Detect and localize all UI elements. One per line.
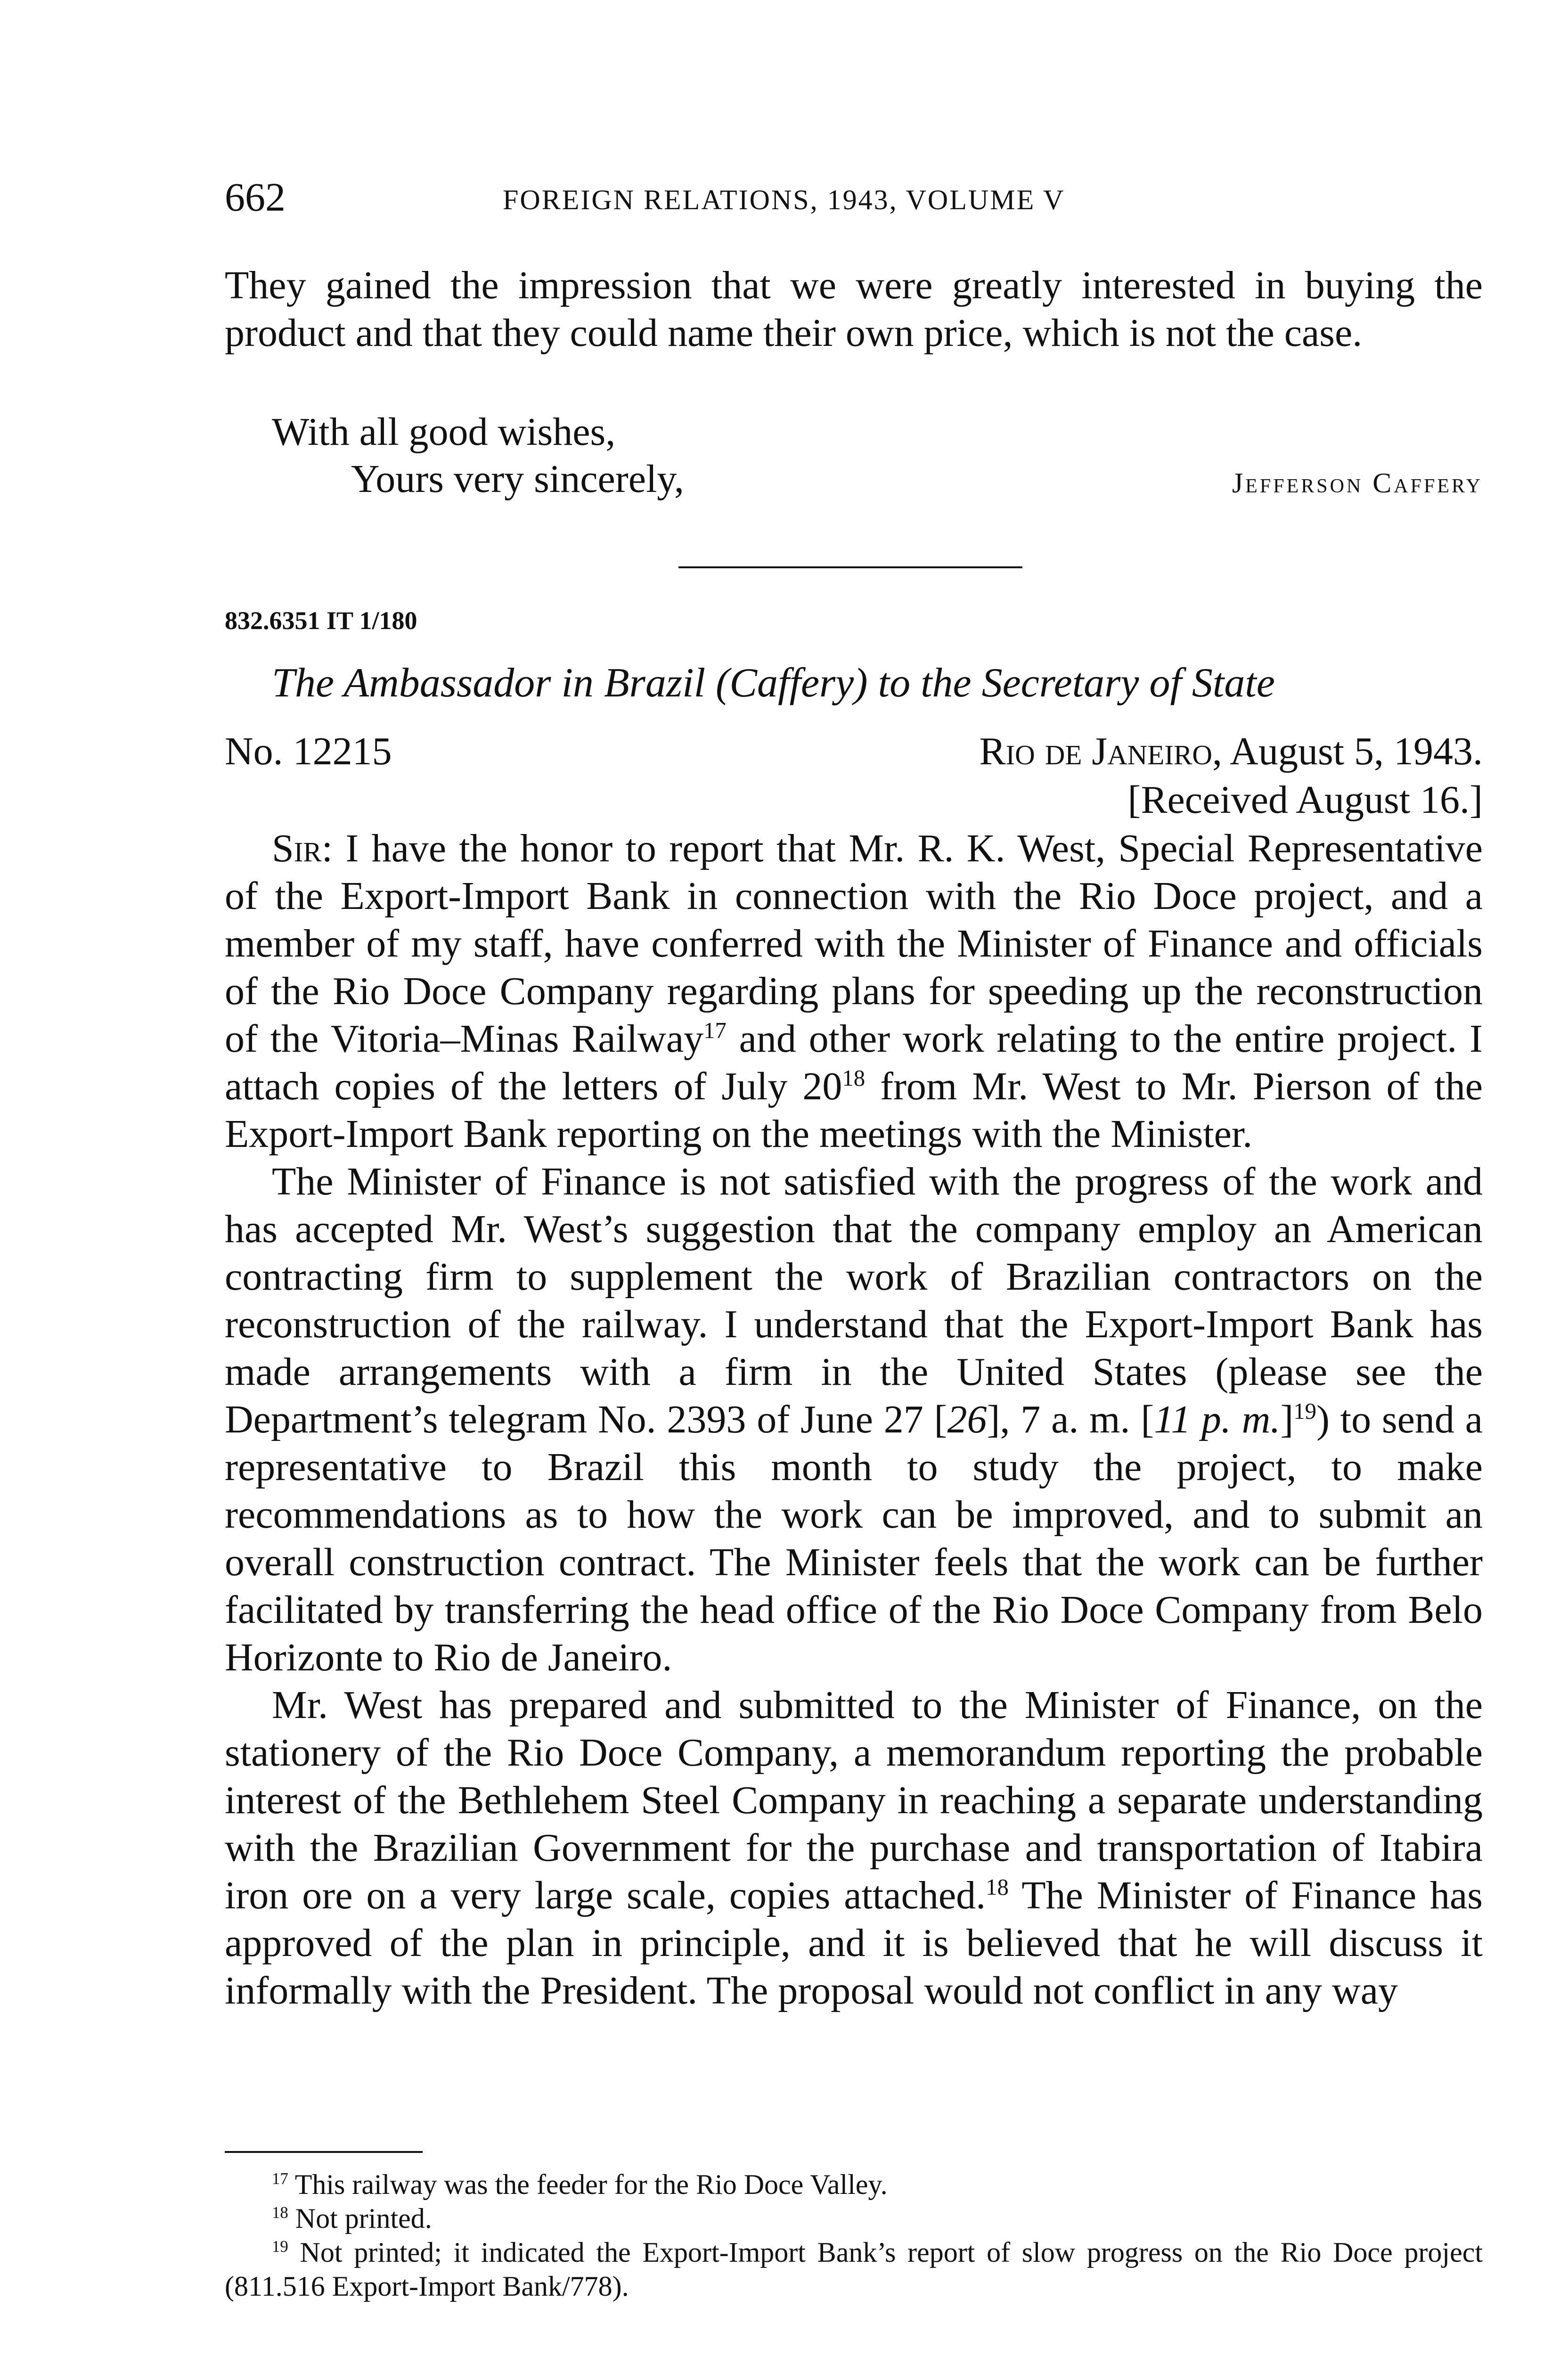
closing-line: With all good wishes, (272, 410, 616, 454)
letter-body (225, 825, 1483, 2014)
received-note: [Received August 16.] (1127, 778, 1483, 822)
body-paragraph-2 (225, 1158, 1483, 1681)
footnote-text: Not printed; it indicated the Export-Import Bank’s report of slow progress on the Rio Doce project (811.516 Export-Import Bank/778). (225, 2237, 1483, 2302)
footnote-18 (225, 2201, 1483, 2235)
footnote-ref: 17 (703, 1018, 727, 1043)
paragraph-text: ], 7 a. m. [ (987, 1398, 1154, 1441)
running-header (225, 173, 1483, 230)
footnote-ref: 19 (1293, 1399, 1317, 1424)
footnotes (225, 2168, 1483, 2303)
paragraph-text: from Mr. West to Mr. Pierson of the Export-Import Bank reporting on the meetings with the Minister. (225, 1064, 1483, 1156)
salutation: Sir (272, 826, 322, 870)
complimentary-close: Yours very sincerely, (351, 457, 684, 501)
previous-letter-continuation (225, 262, 1483, 357)
page-number: 662 (225, 174, 286, 220)
footnote-rule (225, 2151, 423, 2153)
signature: Jefferson Caffery (1232, 467, 1483, 499)
paragraph-text: The Minister of Finance is not satisfied with the progress of the work and has accepted Mr. West’s suggestion that the company employ an American contracting firm to supplement the work of Brazilian contractors on the reconstruction of the railway. I understand that the Export-Import Bank has made arrangements with a firm in the United States (please see the Department’s telegram No. 2393 of June 27 [ (225, 1160, 1483, 1441)
footnote-mark: 18 (272, 2203, 288, 2222)
footnote-ref: 18 (986, 1874, 1009, 1900)
footnote-ref: 18 (842, 1065, 866, 1091)
footnote-mark: 17 (272, 2169, 288, 2188)
dateline-place: Rio de Janeiro (979, 729, 1212, 773)
dateline (979, 728, 1483, 775)
paragraph-text: : I have the honor to report that Mr. R. K. West, Special Representative of the Export-Import Bank in connection with the Rio Doce project, and a member of my staff, have conferred with the Minister of Finance and officials of the Rio Doce Company regarding plans for speeding up the reconstruction of the Vitoria–Minas Railway (225, 826, 1483, 1061)
paragraph-text: and other work relating to the entire project. I attach copies of the letters of July 20 (225, 1017, 1483, 1108)
continuation-paragraph: They gained the impression that we were greatly interested in buying the product and that they could name their own price, which is not the case. (225, 263, 1483, 355)
editorial-time: 11 p. m. (1154, 1398, 1281, 1441)
paragraph-text: ] (1280, 1398, 1294, 1441)
editorial-date: 26 (947, 1398, 987, 1441)
body-paragraph-3 (225, 1681, 1483, 2014)
document-number: No. 12215 (225, 729, 392, 773)
body-paragraph-1 (225, 825, 1483, 1158)
dateline-date: , August 5, 1943. (1212, 729, 1483, 773)
file-reference: 832.6351 IT 1/180 (225, 606, 417, 635)
document-heading: The Ambassador in Brazil (Caffery) to the Secretary of State (272, 660, 1275, 706)
footnote-text: Not printed. (288, 2203, 432, 2234)
footnote-17 (225, 2168, 1483, 2201)
footnote-mark: 19 (272, 2237, 288, 2256)
paragraph-text: The Minister of Finance has approved of the plan in principle, and it is believed that he will discuss it informally with the President. The proposal would not conflict in any way (225, 1873, 1483, 2012)
footnote-19 (225, 2235, 1483, 2303)
footnote-text: This railway was the feeder for the Rio Doce Valley. (288, 2169, 888, 2200)
paragraph-text: ) to send a representative to Brazil this month to study the project, to make recommendations as to how the work can be improved, and to submit an overall construction contract. The Minister feels that the work can be further facilitated by transferring the head office of the Rio Doce Company from Belo Horizonte to Rio de Janeiro. (225, 1398, 1483, 1679)
running-title: FOREIGN RELATIONS, 1943, VOLUME V (503, 184, 1065, 215)
section-divider (678, 566, 1022, 568)
paragraph-text: Mr. West has prepared and submitted to the Minister of Finance, on the stationery of the Rio Doce Company, a memorandum reporting the probable interest of the Bethlehem Steel Company in reaching a separate understanding with the Brazilian Government for the purchase and transportation of Itabira iron ore on a very large scale, copies attached. (225, 1683, 1483, 1917)
